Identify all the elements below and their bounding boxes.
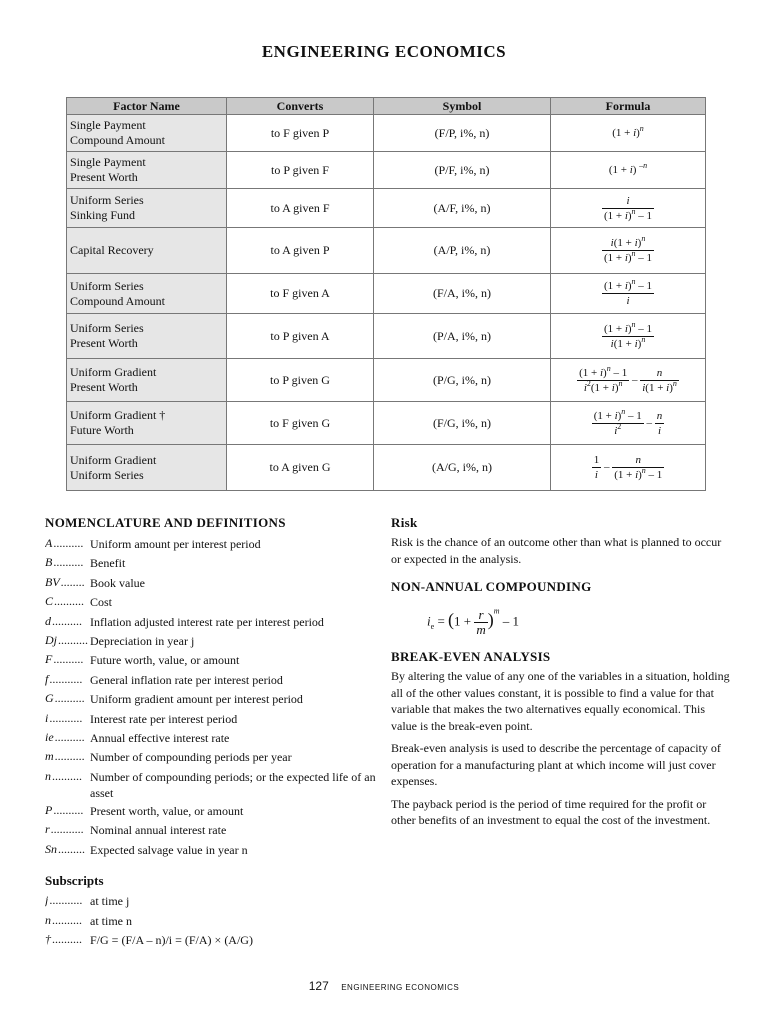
definition-text: Benefit (90, 556, 126, 571)
term-symbol: A (45, 536, 53, 550)
factor-name-cell (67, 445, 227, 491)
term-symbol: i (45, 710, 49, 725)
term-leader-dots: .......... (54, 749, 85, 764)
factor-name-line2: Uniform Series (70, 467, 144, 482)
definition-row (45, 631, 385, 650)
term-leader-dots: .......... (52, 768, 82, 783)
term-leader-dots: .......... (54, 691, 85, 706)
factor-name-line2: Future Worth (70, 423, 134, 437)
factor-name-cell (67, 402, 227, 445)
definition-term (45, 689, 90, 708)
term-leader-dots: .......... (53, 555, 84, 570)
definition-row (45, 911, 385, 930)
term-symbol: P (45, 802, 53, 817)
definition-text: Number of compounding periods; or the expected life of an asset (90, 769, 376, 800)
break-even-paragraph-2: Break-even analysis is used to describe the percentage of capacity of operation for a manufacturing plant at which income will just cover expenses. (391, 741, 721, 788)
factor-name-line1: Uniform Series (70, 193, 144, 207)
definition-row (45, 767, 385, 801)
definition-text: Depreciation in year j (90, 634, 195, 649)
definition-text: Future worth, value, or amount (90, 653, 240, 668)
factor-name-cell (67, 314, 227, 359)
converts-cell: to P given A (227, 314, 374, 359)
term-symbol: C (45, 594, 54, 609)
definition-row (45, 670, 385, 689)
definition-row (45, 891, 385, 910)
symbol-cell: (P/A, i%, n) (374, 314, 551, 359)
definition-row (45, 689, 385, 708)
definition-text: at time n (90, 913, 132, 928)
table-row (67, 402, 706, 445)
definition-term (45, 820, 90, 839)
table-row (67, 274, 706, 314)
nomenclature-list (45, 534, 385, 859)
break-even-paragraph-1: By altering the value of any one of the variables in a situation, holding all of the other values constant, it is possible to find a value for that variable that makes the two alternatives equally economical. This value is the break-even point. (391, 669, 730, 733)
definition-row (45, 840, 385, 859)
definition-row (45, 709, 385, 728)
factor-name-line1: Single Payment (70, 155, 146, 169)
term-leader-dots: ........... (49, 671, 83, 686)
definition-text: Inflation adjusted interest rate per interest period (90, 614, 324, 629)
definition-row (45, 592, 385, 611)
definition-term (45, 612, 90, 631)
factor-name-line1: Uniform Series (70, 321, 144, 335)
subscripts-heading: Subscripts (45, 873, 104, 889)
factor-name-cell (67, 228, 227, 274)
term-leader-dots: .......... (53, 652, 84, 667)
table-header-row (67, 98, 706, 115)
definition-term (45, 631, 90, 650)
factor-name-line2: Present Worth (70, 380, 138, 394)
symbol-cell: (F/P, i%, n) (374, 115, 551, 152)
term-leader-dots: ........... (50, 822, 84, 837)
term-leader-dots: .......... (52, 613, 82, 628)
term-leader-dots: .......... (53, 536, 84, 550)
formula-cell: $\frac{(1 + i)^n - 1}{i^2(1 + i)^n}$ – $\frac{n}{i(1 + i)^n}$ (551, 359, 706, 402)
definition-text: Present worth, value, or amount (90, 803, 244, 818)
converts-cell: to P given G (227, 359, 374, 402)
symbol-cell: (F/G, i%, n) (374, 402, 551, 445)
term-leader-dots: .......... (52, 931, 82, 946)
definition-text: Annual effective interest rate (90, 731, 230, 746)
term-symbol: n (45, 912, 51, 927)
term-leader-dots: ........ (60, 574, 85, 589)
non-annual-heading: NON-ANNUAL COMPOUNDING (391, 579, 592, 594)
term-symbol: r (45, 822, 50, 837)
term-symbol: Sn (45, 841, 57, 856)
formula-cell: $\frac{1}{i}$ – $\frac{n}{(1 + i)^n - 1}$ (551, 445, 706, 491)
factor-name-line1: Uniform Series (70, 278, 144, 293)
definition-row (45, 612, 385, 631)
term-symbol: f (45, 671, 49, 686)
converts-cell: to A given G (227, 445, 374, 491)
formula-cell: $\frac{(1 + i)^n - 1}{i}$ (551, 274, 706, 314)
definition-row (45, 650, 385, 669)
definition-text: General inflation rate per interest period (90, 672, 283, 687)
header-factor-name: Factor Name (67, 98, 227, 115)
term-symbol: ie (45, 730, 54, 745)
page-footer (0, 977, 768, 995)
converts-cell: to P given F (227, 152, 374, 189)
factor-name-line1: Capital Recovery (70, 243, 154, 257)
term-leader-dots: .......... (53, 802, 84, 817)
definition-text: Number of compounding periods per year (90, 750, 292, 765)
table-row (67, 314, 706, 359)
definition-row (45, 820, 385, 839)
factor-name-cell (67, 152, 227, 189)
formula-cell: $\frac{i}{(1 + i)^n - 1}$ (551, 189, 706, 228)
formula-cell: $\frac{i(1 + i)^n}{(1 + i)^n - 1}$ (551, 228, 706, 274)
definition-text: Nominal annual interest rate (90, 823, 227, 838)
definition-term (45, 728, 90, 747)
definition-term (45, 670, 90, 689)
definition-term (45, 891, 90, 910)
formula-cell: $\frac{(1 + i)^n - 1}{i^2}$ – $\frac{n}{i}$ (551, 402, 706, 445)
factor-name-line1: Uniform Gradient (70, 452, 157, 467)
definition-term (45, 840, 90, 859)
converts-cell: to F given G (227, 402, 374, 445)
definition-text: Interest rate per interest period (90, 711, 238, 726)
term-symbol: Dj (45, 633, 57, 648)
definition-term (45, 801, 90, 820)
symbol-cell: (A/F, i%, n) (374, 189, 551, 228)
definition-row (45, 728, 385, 747)
converts-cell: to A given F (227, 189, 374, 228)
definition-row (45, 534, 385, 553)
term-symbol: B (45, 555, 53, 570)
definition-term (45, 553, 90, 572)
term-leader-dots: .......... (52, 912, 82, 927)
nomenclature-heading: NOMENCLATURE AND DEFINITIONS (45, 515, 286, 530)
definition-text: at time j (90, 894, 130, 909)
factor-name-line2: Compound Amount (70, 133, 166, 147)
definition-text: Book value (90, 575, 145, 590)
definition-text: Cost (90, 595, 113, 610)
term-symbol: BV (45, 574, 60, 589)
term-symbol: n (45, 768, 51, 783)
subscripts-list (45, 891, 385, 949)
factor-name-cell (67, 189, 227, 228)
definition-term (45, 573, 90, 592)
page-title: ENGINEERING ECONOMICS (261, 42, 507, 61)
break-even-paragraph-3: The payback period is the period of time required for the profit or other benefits of an investment to equal the cost of the investment. (391, 796, 711, 827)
converts-cell: to F given P (227, 115, 374, 152)
term-symbol: F (45, 652, 53, 667)
definition-row (45, 553, 385, 572)
definition-row (45, 573, 385, 592)
term-leader-dots: .......... (58, 633, 88, 648)
right-column (391, 515, 731, 835)
term-symbol: † (45, 931, 51, 946)
factor-name-cell (67, 115, 227, 152)
definition-term (45, 650, 90, 669)
table-row (67, 359, 706, 402)
risk-text: Risk is the chance of an outcome other than what is planned to occur or expected in the analysis. (391, 535, 722, 566)
factor-name-line2: Compound Amount (70, 293, 166, 308)
definition-text: F/G = (F/A – n)/i = (F/A) × (A/G) (90, 932, 253, 947)
nomenclature-section (45, 515, 385, 949)
definition-term (45, 767, 90, 801)
definition-term (45, 709, 90, 728)
definition-row (45, 747, 385, 766)
definition-text: Uniform gradient amount per interest period (90, 692, 303, 707)
factor-name-line2: Present Worth (70, 170, 138, 184)
page-number: 127 (308, 979, 329, 993)
definition-term (45, 930, 90, 949)
factor-name-cell (67, 274, 227, 314)
term-leader-dots: ........... (49, 710, 83, 725)
converts-cell: to F given A (227, 274, 374, 314)
header-converts: Converts (227, 98, 374, 115)
formula-cell: $\frac{(1 + i)^n - 1}{i(1 + i)^n}$ (551, 314, 706, 359)
header-symbol: Symbol (374, 98, 551, 115)
definition-row (45, 930, 385, 949)
symbol-cell: (A/G, i%, n) (374, 445, 551, 491)
formula-cell: $(1 + i)^n$ (551, 115, 706, 152)
factor-name-line1: Single Payment (70, 118, 146, 132)
factor-name-line1: Uniform Gradient (70, 365, 157, 379)
break-even-heading: BREAK-EVEN ANALYSIS (391, 649, 551, 664)
converts-cell: to A given P (227, 228, 374, 274)
footer-text: ENGINEERING ECONOMICS (341, 983, 460, 992)
term-symbol: m (45, 749, 54, 764)
table-row (67, 115, 706, 152)
term-leader-dots: ........... (49, 893, 83, 908)
formula-cell: (1 + i) $^{-n}$ (551, 152, 706, 189)
definition-text: Uniform amount per interest period (90, 537, 261, 551)
table-row (67, 189, 706, 228)
table-row (67, 445, 706, 491)
symbol-cell: (A/P, i%, n) (374, 228, 551, 274)
term-symbol: d (45, 613, 51, 628)
term-symbol: G (45, 691, 54, 706)
effective-rate-formula: $i_e = (1$ + $\frac{r}{m}$ )$^m$ – 1 (427, 606, 520, 637)
definition-term (45, 592, 90, 611)
factor-name-line2: Sinking Fund (70, 208, 136, 222)
factor-name-cell (67, 359, 227, 402)
symbol-cell: (P/F, i%, n) (374, 152, 551, 189)
term-leader-dots: .......... (54, 730, 85, 745)
symbol-cell: (P/G, i%, n) (374, 359, 551, 402)
factor-table (66, 97, 706, 491)
table-row (67, 152, 706, 189)
definition-text: Expected salvage value in year n (90, 842, 248, 857)
definition-row (45, 801, 385, 820)
definition-term (45, 534, 90, 553)
risk-heading: Risk (391, 515, 418, 530)
term-leader-dots: ......... (58, 841, 85, 856)
term-symbol: j (45, 893, 49, 908)
definition-term (45, 911, 90, 930)
term-leader-dots: .......... (54, 594, 85, 609)
header-formula: Formula (551, 98, 706, 115)
table-row (67, 228, 706, 274)
symbol-cell: (F/A, i%, n) (374, 274, 551, 314)
definition-term (45, 747, 90, 766)
factor-name-line1: Uniform Gradient † (70, 408, 166, 422)
factor-name-line2: Present Worth (70, 336, 138, 350)
